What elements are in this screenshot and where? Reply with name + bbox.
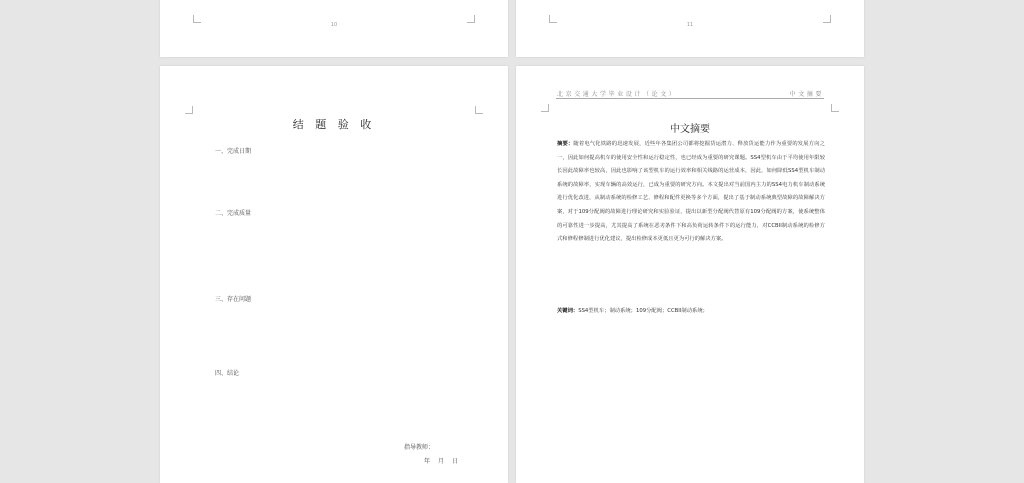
page-number: 11 — [686, 22, 694, 28]
acceptance-item-problems: 三、存在问题 — [215, 296, 252, 303]
keywords-text: SS4型机车；制动系统；109分配阀；CCBII制动系统； — [578, 308, 708, 314]
margin-mark — [475, 106, 483, 114]
acceptance-item-completion-date: 一、完成日期 — [215, 148, 252, 155]
abstract-label: 摘要： — [557, 141, 574, 147]
date-label: 年 月 日 — [424, 458, 460, 465]
page-number: 10 — [330, 22, 338, 28]
abstract-text: 随着电气化铁路的迅速发展，近些年各集团公司都将挖掘货运潜力、释放货运能力作为重要的发展方向之一，因此如何提高机车的使用安全性和运行稳定性，也已经成为重要的研究课题。SS4型机车由于平均使用年限较长因此故障率也较高，因此也影响了该型机车的运行效率和相关线路的运营成本，因此，如何降低SS4型机车制动系统的故障率，实现车辆的高效运行，已成为重要的研究方向。本文提出对当前国内主力的SS4电力机车制动系统进行优化改进，从制动系统的检修工艺、修程和配件更换等多个方面，提出了基于制动系统典型故障的故障解决方案，对于109分配阀的故障进行理论研究和实验验证，提出以新型分配阀代替原有109分配阀的方案，使系统整体的可靠性进一步提高，尤其提高了系统在恶劣条件下和高负荷运转条件下的运行能力，对CCBII制动系统的检修方式和修程修制进行优化建议，提出检修成本更低且更为可行的解决方案。 — [557, 141, 825, 243]
acceptance-item-conclusion: 四、结论 — [215, 370, 240, 377]
running-header-left: 北京交通大学毕业设计（论文） — [557, 91, 678, 98]
page-11 — [516, 0, 864, 57]
abstract-body — [557, 138, 825, 247]
margin-mark — [831, 104, 839, 112]
margin-mark — [541, 104, 549, 112]
keywords — [557, 306, 825, 314]
margin-mark — [185, 106, 193, 114]
abstract-page — [516, 66, 864, 483]
advisor-label: 指导教师： — [404, 444, 435, 451]
acceptance-title: 结 题 验 收 — [292, 118, 376, 131]
page-10 — [160, 0, 508, 57]
keywords-label: 关键词： — [557, 308, 579, 314]
header-rule — [556, 98, 824, 99]
running-header-right: 中文摘要 — [789, 91, 824, 98]
abstract-title: 中文摘要 — [670, 124, 710, 135]
acceptance-page — [160, 66, 508, 483]
acceptance-item-completion-quality: 二、完成质量 — [215, 210, 252, 217]
